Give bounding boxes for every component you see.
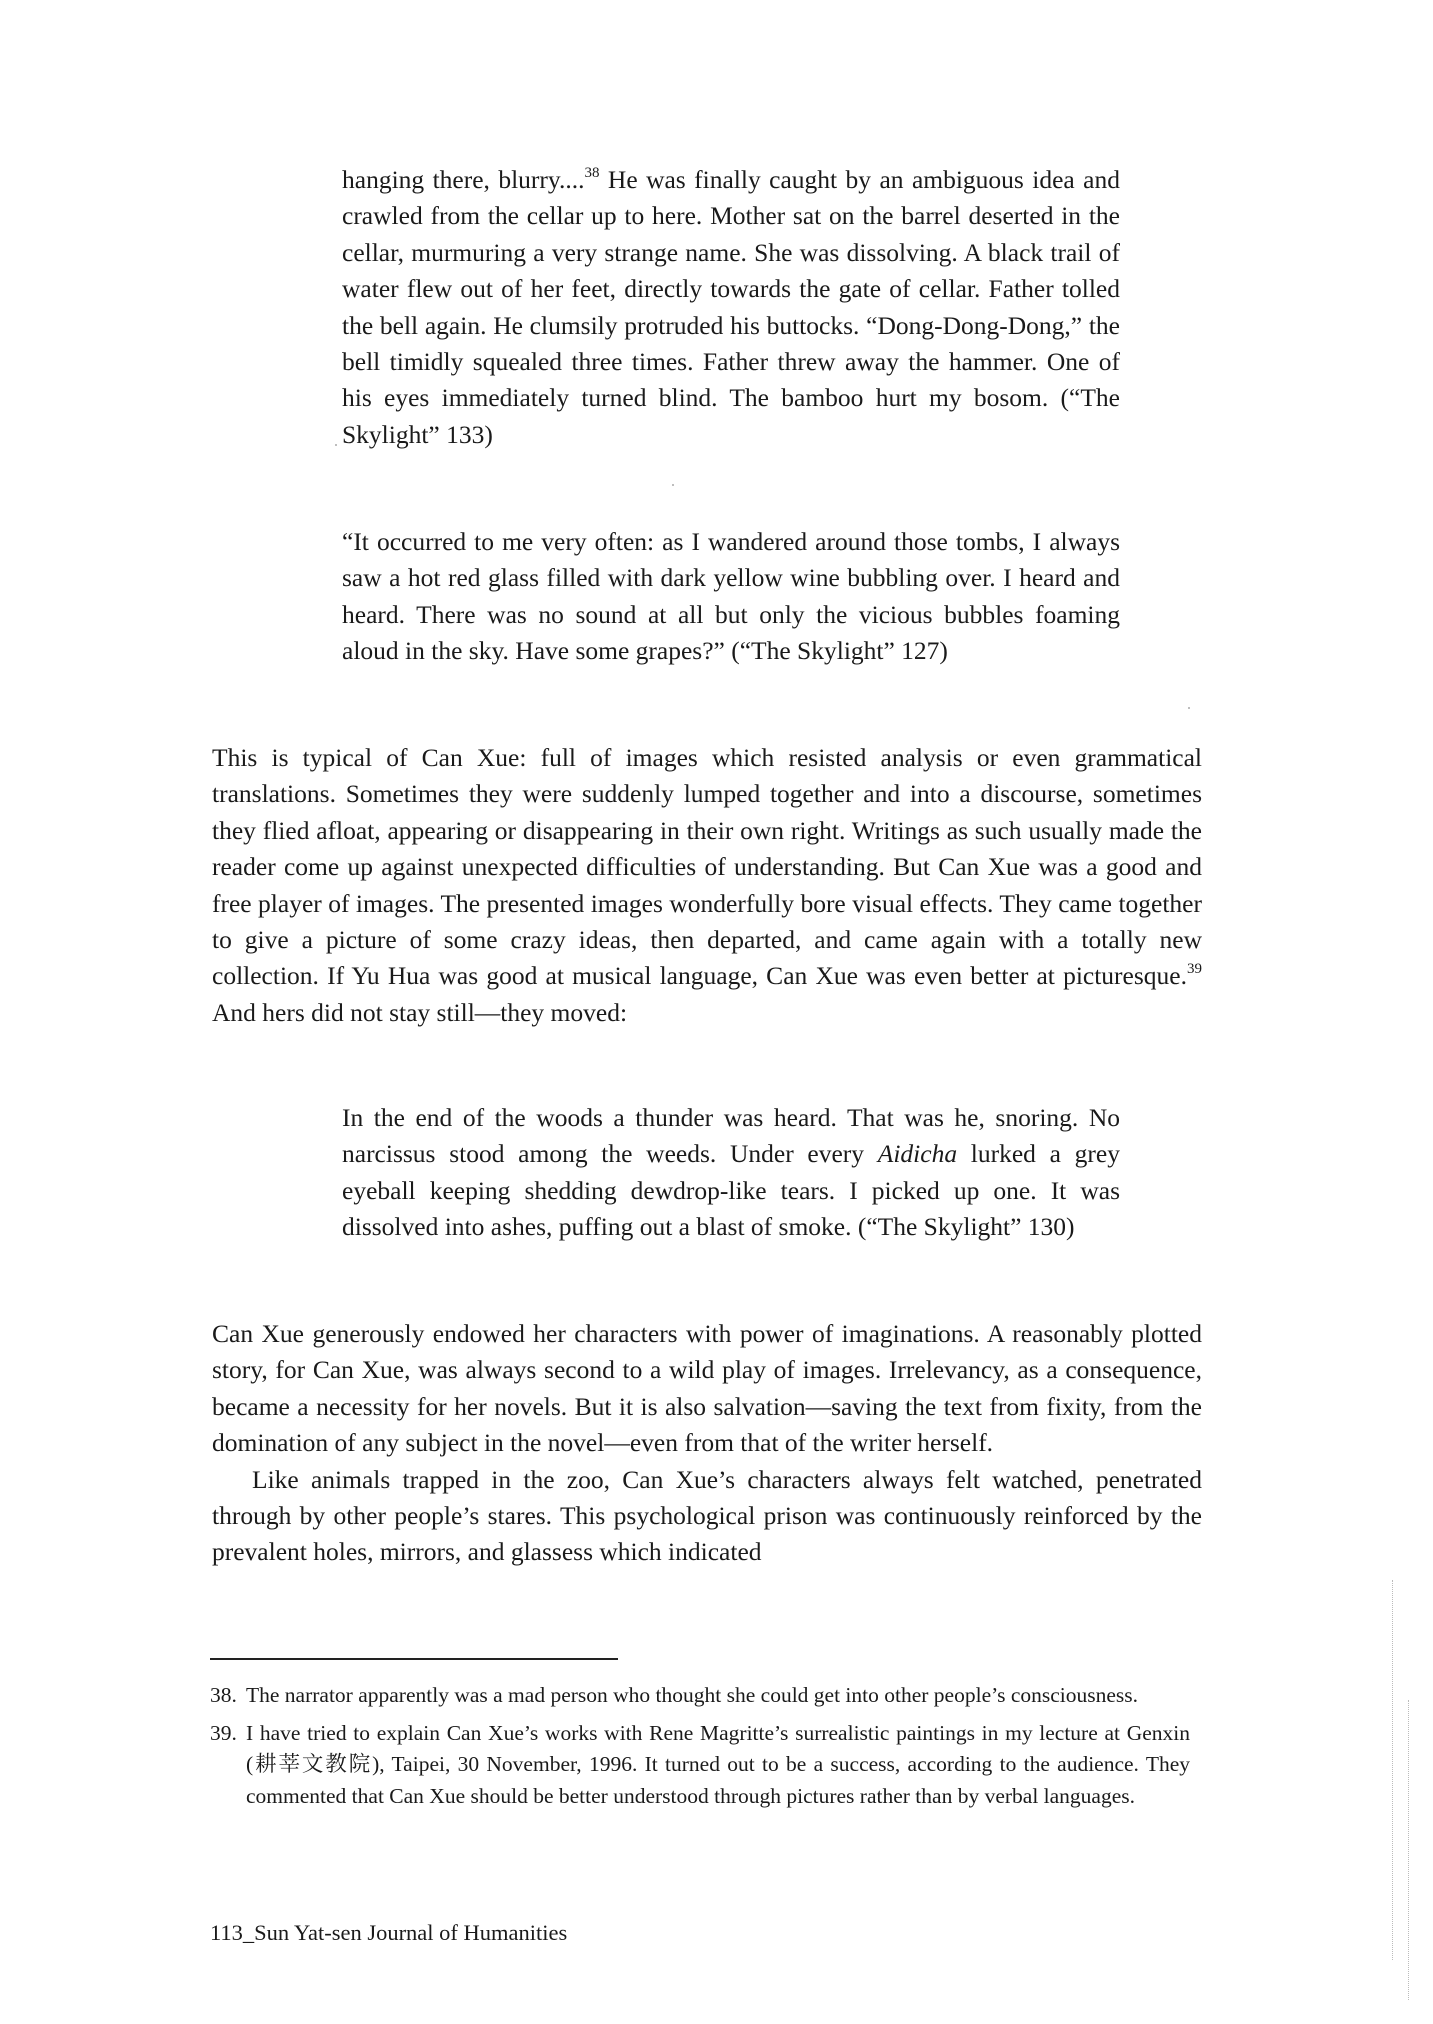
body-paragraph-images <box>212 740 1202 1031</box>
italic-term: Aidicha <box>877 1139 958 1169</box>
quote-paragraph <box>342 162 1120 453</box>
quote-text: In the end of the woods a thunder was heard. That was he, snoring. No narcissus stood among the weeds. Under every <box>342 1103 1120 1169</box>
body-paragraph <box>212 740 1202 1031</box>
footnote-ref-38[interactable]: 38 <box>584 164 600 181</box>
scan-edge-mark <box>1408 1700 1409 2000</box>
footnote-number: 38. <box>210 1683 237 1707</box>
footnotes <box>210 1680 1190 1818</box>
quote-paragraph: “It occurred to me very often: as I wandered around those tombs, I always saw a hot red glass filled with dark yellow wine bubbling over. I heard and heard. There was no sound at all but only the vicious bubbles foaming aloud in the sky. Have some grapes?” (“The Skylight” 127) <box>342 527 1120 666</box>
footnote-text: The narrator apparently was a mad person who thought she could get into other people’s consciousness. <box>246 1683 1139 1707</box>
quote-text: He was finally caught by an ambiguous idea and crawled from the cellar up to here. Mother sat on the barrel deserted in the cellar, murmuring a very strange name. She was dissolving. A black trail of water flew out of her feet, directly towards the gate of cellar. Father tolled the bell again. He clumsily protruded his buttocks. “Dong-Dong-Dong,” the bell timidly squealed three times. Father threw away the hammer. One of his eyes immediately turned blind. The bamboo hurt my bosom. (“The Skylight” 133) <box>342 165 1120 449</box>
body-text: This is typical of Can Xue: full of images which resisted analysis or even grammatical translations. Sometimes they were suddenly lumped together and into a discourse, sometimes they flied afloat, appearing or disappearing in their own right. Writings as such usually made the reader come up against unexpected difficulties of understanding. But Can Xue was a good and free player of images. The presented images wonderfully bore visual effects. They came together to give a picture of some crazy ideas, then departed, and came again with a totally new collection. If Yu Hua was good at musical language, Can Xue was even better at picturesque. <box>212 743 1202 991</box>
scan-speck <box>672 484 674 486</box>
footnote-text: I have tried to explain Can Xue’s works with Rene Magritte’s surrealistic paintings in my lecture at Genxin (耕莘文教院), Taipei, 30 November, 1996. It turned out to be a success, according to the audience. They commented that Can Xue should be better understood through pictures rather than by verbal languages. <box>246 1720 1190 1808</box>
block-quote-skylight-127 <box>342 524 1120 670</box>
footnote-ref-39[interactable]: 39 <box>1187 960 1202 977</box>
block-quote-skylight-130 <box>342 1100 1120 1246</box>
scan-speck <box>335 444 337 446</box>
footnote-38 <box>210 1680 1190 1712</box>
running-footer: 113_Sun Yat-sen Journal of Humanities <box>210 1920 568 1945</box>
body-text: And hers did not stay still—they moved: <box>212 997 628 1027</box>
quote-paragraph <box>342 1100 1120 1246</box>
body-paragraph: Can Xue generously endowed her characters with power of imaginations. A reasonably plotted story, for Can Xue, was always second to a wild play of images. Irrelevancy, as a consequence, became a necessity for her novels. But it is also salvation—saving the text from fixity, from the domination of any subject in the novel—even from that of the writer herself. <box>212 1319 1202 1458</box>
quote-text: hanging there, blurry.... <box>342 165 585 194</box>
scan-speck <box>1188 707 1190 709</box>
block-quote-skylight-133 <box>342 162 1120 453</box>
footnote-separator <box>210 1658 618 1660</box>
body-paragraph: Like animals trapped in the zoo, Can Xue’s characters always felt watched, penetrated through by other people’s stares. This psychological prison was continuously reinforced by the prevalent holes, mirrors, and glassess which indicated <box>212 1464 1202 1567</box>
footnote-number: 39. <box>210 1720 237 1745</box>
quote-text: lurked a grey eyeball keeping shedding dewdrop-like tears. I picked up one. It was dissolved into ashes, puffing out a blast of smoke. (“The Skylight” 130) <box>342 1139 1120 1242</box>
footnote-39 <box>210 1718 1190 1813</box>
body-section-characters <box>212 1316 1202 1571</box>
scan-edge-mark <box>1392 1580 1393 1960</box>
